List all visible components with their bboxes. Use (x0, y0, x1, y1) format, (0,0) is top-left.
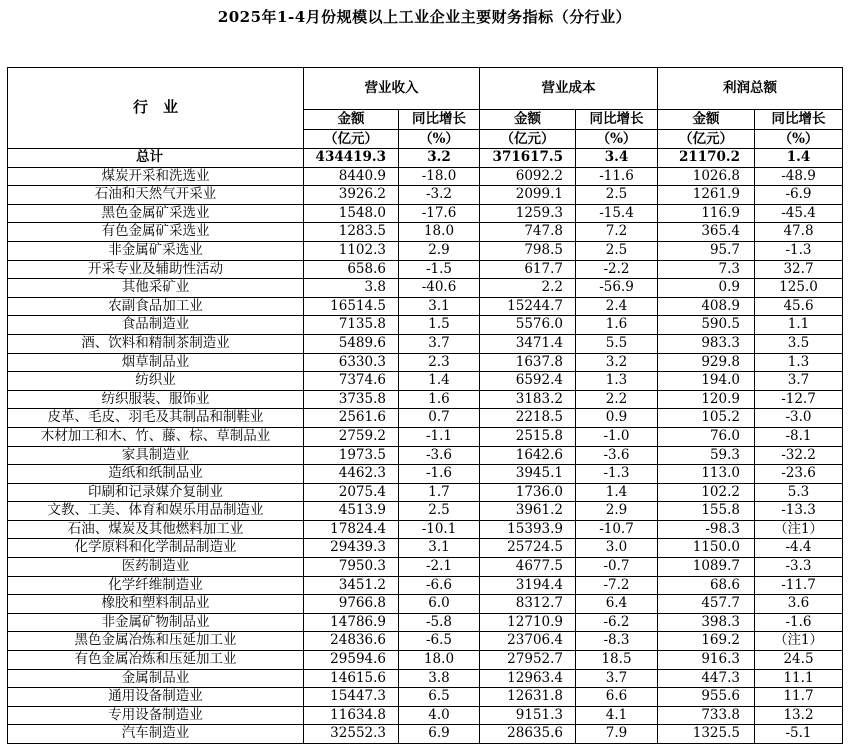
industry-name: 黑色金属冶炼和压延加工业 (8, 632, 304, 651)
profit-growth-cell: -23.6 (755, 465, 843, 484)
industry-name: 有色金属矿采选业 (8, 223, 304, 242)
cost-amount-cell: 2218.5 (480, 409, 576, 428)
profit-amount-cell: 105.2 (658, 409, 755, 428)
revenue-amount-cell: 17824.4 (304, 520, 399, 539)
revenue-growth-cell: -40.6 (399, 279, 480, 298)
industry-name: 木材加工和木、竹、藤、棕、草制品业 (8, 427, 304, 446)
profit-amount-cell: 916.3 (658, 651, 755, 670)
revenue-growth-cell: 2.3 (399, 353, 480, 372)
cost-growth-cell: -6.2 (576, 613, 658, 632)
revenue-growth-cell: 6.0 (399, 595, 480, 614)
cost-amount-cell: 8312.7 (480, 595, 576, 614)
profit-amount-cell: 1261.9 (658, 186, 755, 205)
industry-name: 黑色金属矿采选业 (8, 204, 304, 223)
revenue-amount-cell: 1283.5 (304, 223, 399, 242)
revenue-growth-cell: 3.1 (399, 297, 480, 316)
profit-growth-cell: 11.1 (755, 669, 843, 688)
cost-growth-cell: 2.2 (576, 390, 658, 409)
revenue-growth-cell: -6.5 (399, 632, 480, 651)
cost-amount-cell: 23706.4 (480, 632, 576, 651)
industry-name: 农副食品加工业 (8, 297, 304, 316)
table-row (8, 241, 843, 260)
cost-amount-unit: （亿元） (480, 130, 576, 149)
profit-growth-cell: -11.7 (755, 576, 843, 595)
cost-growth-cell: 2.5 (576, 241, 658, 260)
industry-name: 造纸和纸制品业 (8, 465, 304, 484)
table-row (8, 595, 843, 614)
cost-growth-cell: -3.6 (576, 446, 658, 465)
industry-name: 酒、饮料和精制茶制造业 (8, 334, 304, 353)
profit-amount-cell: 1089.7 (658, 558, 755, 577)
profit-growth-cell: 32.7 (755, 260, 843, 279)
table-row (8, 706, 843, 725)
revenue-growth-unit: （%） (399, 130, 480, 149)
profit-growth-cell: 5.3 (755, 483, 843, 502)
industry-name: 其他采矿业 (8, 279, 304, 298)
industry-name: 印刷和记录媒介复制业 (8, 483, 304, 502)
revenue-amount-unit: （亿元） (304, 130, 399, 149)
profit-growth-cell: -45.4 (755, 204, 843, 223)
cost-growth-cell: -2.2 (576, 260, 658, 279)
profit-growth-cell: （注1） (755, 632, 843, 651)
cost-amount-cell: 4677.5 (480, 558, 576, 577)
profit-growth-cell: 24.5 (755, 651, 843, 670)
table-row (8, 539, 843, 558)
profit-amount-cell: 155.8 (658, 502, 755, 521)
revenue-growth-cell: 3.2 (399, 149, 480, 168)
profit-amount-cell: 95.7 (658, 241, 755, 260)
table-row (8, 446, 843, 465)
table-row (8, 465, 843, 484)
cost-growth-cell: 18.5 (576, 651, 658, 670)
profit-amount-cell: 929.8 (658, 353, 755, 372)
profit-amount-cell: 7.3 (658, 260, 755, 279)
revenue-amount-cell: 1548.0 (304, 204, 399, 223)
profit-amount-cell: 194.0 (658, 372, 755, 391)
cost-growth-cell: -11.6 (576, 167, 658, 186)
table-row (8, 576, 843, 595)
revenue-amount-cell: 4462.3 (304, 465, 399, 484)
cost-amount-cell: 15244.7 (480, 297, 576, 316)
revenue-amount-cell: 1102.3 (304, 241, 399, 260)
cost-amount-cell: 28635.6 (480, 725, 576, 744)
profit-growth-cell: 45.6 (755, 297, 843, 316)
cost-amount-cell: 747.8 (480, 223, 576, 242)
revenue-amount-cell: 24836.6 (304, 632, 399, 651)
revenue-growth-cell: 6.5 (399, 688, 480, 707)
cost-amount-cell: 3194.4 (480, 576, 576, 595)
revenue-growth-cell: 18.0 (399, 651, 480, 670)
revenue-growth-cell: 4.0 (399, 706, 480, 725)
cost-growth-header: 同比增长 (576, 110, 658, 130)
profit-amount-cell: 68.6 (658, 576, 755, 595)
revenue-amount-cell: 29594.6 (304, 651, 399, 670)
cost-amount-cell: 1736.0 (480, 483, 576, 502)
revenue-amount-cell: 16514.5 (304, 297, 399, 316)
table-row (8, 613, 843, 632)
profit-growth-unit: （%） (755, 130, 843, 149)
table-row (8, 502, 843, 521)
profit-growth-header: 同比增长 (755, 110, 843, 130)
industry-name: 医药制造业 (8, 558, 304, 577)
profit-growth-cell: （注1） (755, 520, 843, 539)
total-row (8, 149, 843, 168)
revenue-amount-cell: 7374.6 (304, 372, 399, 391)
cost-growth-cell: 1.6 (576, 316, 658, 335)
cost-amount-cell: 12710.9 (480, 613, 576, 632)
revenue-growth-cell: 2.9 (399, 241, 480, 260)
table-row (8, 279, 843, 298)
revenue-growth-cell: -6.6 (399, 576, 480, 595)
profit-amount-header: 金额 (658, 110, 755, 130)
revenue-growth-cell: -1.6 (399, 465, 480, 484)
revenue-growth-cell: -2.1 (399, 558, 480, 577)
cost-amount-cell: 1259.3 (480, 204, 576, 223)
cost-growth-cell: -0.7 (576, 558, 658, 577)
cost-amount-cell: 2099.1 (480, 186, 576, 205)
industry-name: 有色金属冶炼和压延加工业 (8, 651, 304, 670)
cost-amount-cell: 798.5 (480, 241, 576, 260)
revenue-growth-cell: 3.7 (399, 334, 480, 353)
cost-amount-cell: 3961.2 (480, 502, 576, 521)
cost-amount-cell: 6592.4 (480, 372, 576, 391)
profit-growth-cell: -4.4 (755, 539, 843, 558)
cost-amount-cell: 12631.8 (480, 688, 576, 707)
profit-growth-cell: -1.3 (755, 241, 843, 260)
revenue-amount-header: 金额 (304, 110, 399, 130)
cost-amount-cell: 3945.1 (480, 465, 576, 484)
revenue-amount-cell: 32552.3 (304, 725, 399, 744)
profit-amount-cell: 955.6 (658, 688, 755, 707)
cost-amount-cell: 3183.2 (480, 390, 576, 409)
industry-name: 金属制品业 (8, 669, 304, 688)
industry-name: 煤炭开采和洗选业 (8, 167, 304, 186)
table-row (8, 669, 843, 688)
revenue-amount-cell: 3735.8 (304, 390, 399, 409)
revenue-amount-cell: 2075.4 (304, 483, 399, 502)
table-row (8, 651, 843, 670)
table-row (8, 186, 843, 205)
revenue-growth-cell: -17.6 (399, 204, 480, 223)
cost-amount-cell: 6092.2 (480, 167, 576, 186)
revenue-amount-cell: 9766.8 (304, 595, 399, 614)
revenue-growth-cell: 0.7 (399, 409, 480, 428)
financial-indicators-table (7, 67, 843, 744)
cost-growth-cell: 6.6 (576, 688, 658, 707)
revenue-amount-cell: 3926.2 (304, 186, 399, 205)
industry-name: 家具制造业 (8, 446, 304, 465)
profit-growth-cell: -1.6 (755, 613, 843, 632)
revenue-growth-cell: -10.1 (399, 520, 480, 539)
cost-growth-cell: 1.3 (576, 372, 658, 391)
profit-header: 利润总额 (658, 68, 843, 110)
table-row (8, 297, 843, 316)
revenue-amount-cell: 5489.6 (304, 334, 399, 353)
revenue-amount-cell: 6330.3 (304, 353, 399, 372)
profit-growth-cell: 3.7 (755, 372, 843, 391)
cost-growth-cell: 3.2 (576, 353, 658, 372)
profit-growth-cell: -5.1 (755, 725, 843, 744)
revenue-growth-header: 同比增长 (399, 110, 480, 130)
profit-amount-cell: 76.0 (658, 427, 755, 446)
table-row (8, 372, 843, 391)
table-row (8, 204, 843, 223)
revenue-amount-cell: 3451.2 (304, 576, 399, 595)
cost-amount-cell: 2515.8 (480, 427, 576, 446)
table-row (8, 316, 843, 335)
cost-amount-cell: 3471.4 (480, 334, 576, 353)
profit-amount-cell: 447.3 (658, 669, 755, 688)
industry-name: 食品制造业 (8, 316, 304, 335)
profit-growth-cell: 125.0 (755, 279, 843, 298)
revenue-amount-cell: 29439.3 (304, 539, 399, 558)
cost-amount-cell: 5576.0 (480, 316, 576, 335)
revenue-amount-cell: 14615.6 (304, 669, 399, 688)
revenue-growth-cell: 3.8 (399, 669, 480, 688)
profit-amount-cell: 408.9 (658, 297, 755, 316)
revenue-growth-cell: 1.4 (399, 372, 480, 391)
profit-amount-cell: 365.4 (658, 223, 755, 242)
profit-amount-cell: 169.2 (658, 632, 755, 651)
profit-amount-cell: 733.8 (658, 706, 755, 725)
profit-growth-cell: 11.7 (755, 688, 843, 707)
cost-amount-cell: 2.2 (480, 279, 576, 298)
revenue-amount-cell: 1973.5 (304, 446, 399, 465)
profit-growth-cell: 1.3 (755, 353, 843, 372)
industry-name: 非金属矿物制品业 (8, 613, 304, 632)
revenue-header: 营业收入 (304, 68, 480, 110)
profit-growth-cell: -3.3 (755, 558, 843, 577)
cost-growth-cell: 2.9 (576, 502, 658, 521)
profit-growth-cell: 1.1 (755, 316, 843, 335)
revenue-amount-cell: 3.8 (304, 279, 399, 298)
revenue-growth-cell: -5.8 (399, 613, 480, 632)
revenue-amount-cell: 14786.9 (304, 613, 399, 632)
revenue-amount-cell: 2759.2 (304, 427, 399, 446)
revenue-amount-cell: 8440.9 (304, 167, 399, 186)
table-body (8, 149, 843, 744)
industry-name: 非金属矿采选业 (8, 241, 304, 260)
profit-growth-cell: -3.0 (755, 409, 843, 428)
revenue-amount-cell: 11634.8 (304, 706, 399, 725)
industry-name: 文教、工美、体育和娱乐用品制造业 (8, 502, 304, 521)
industry-name: 汽车制造业 (8, 725, 304, 744)
profit-growth-cell: 47.8 (755, 223, 843, 242)
revenue-growth-cell: -3.2 (399, 186, 480, 205)
profit-growth-cell: -6.9 (755, 186, 843, 205)
profit-amount-cell: 1026.8 (658, 167, 755, 186)
profit-growth-cell: -32.2 (755, 446, 843, 465)
profit-amount-cell: 398.3 (658, 613, 755, 632)
industry-name: 通用设备制造业 (8, 688, 304, 707)
cost-growth-cell: -10.7 (576, 520, 658, 539)
profit-amount-cell: 102.2 (658, 483, 755, 502)
table-row (8, 483, 843, 502)
profit-growth-cell: 3.6 (755, 595, 843, 614)
industry-name: 专用设备制造业 (8, 706, 304, 725)
profit-amount-cell: 0.9 (658, 279, 755, 298)
profit-growth-cell: 1.4 (755, 149, 843, 168)
industry-name: 开采专业及辅助性活动 (8, 260, 304, 279)
table-row (8, 632, 843, 651)
profit-amount-cell: 21170.2 (658, 149, 755, 168)
revenue-growth-cell: 3.1 (399, 539, 480, 558)
cost-growth-cell: 5.5 (576, 334, 658, 353)
profit-amount-cell: 983.3 (658, 334, 755, 353)
cost-growth-cell: 2.4 (576, 297, 658, 316)
revenue-growth-cell: 6.9 (399, 725, 480, 744)
cost-growth-cell: 2.5 (576, 186, 658, 205)
industry-name: 石油和天然气开采业 (8, 186, 304, 205)
cost-growth-cell: -7.2 (576, 576, 658, 595)
cost-header: 营业成本 (480, 68, 658, 110)
table-row (8, 520, 843, 539)
profit-amount-cell: 113.0 (658, 465, 755, 484)
industry-header: 行 业 (8, 68, 304, 149)
table-row (8, 688, 843, 707)
revenue-amount-cell: 2561.6 (304, 409, 399, 428)
cost-growth-cell: -1.3 (576, 465, 658, 484)
revenue-amount-cell: 7135.8 (304, 316, 399, 335)
table-row (8, 260, 843, 279)
profit-amount-cell: 1325.5 (658, 725, 755, 744)
industry-name: 橡胶和塑料制品业 (8, 595, 304, 614)
table-row (8, 427, 843, 446)
revenue-growth-cell: 1.7 (399, 483, 480, 502)
revenue-amount-cell: 15447.3 (304, 688, 399, 707)
industry-name: 化学原料和化学制品制造业 (8, 539, 304, 558)
profit-growth-cell: -8.1 (755, 427, 843, 446)
revenue-amount-cell: 4513.9 (304, 502, 399, 521)
profit-amount-cell: 1150.0 (658, 539, 755, 558)
table-row (8, 167, 843, 186)
profit-amount-cell: 590.5 (658, 316, 755, 335)
cost-growth-unit: （%） (576, 130, 658, 149)
cost-growth-cell: 3.0 (576, 539, 658, 558)
cost-amount-cell: 9151.3 (480, 706, 576, 725)
cost-growth-cell: 7.9 (576, 725, 658, 744)
cost-growth-cell: -15.4 (576, 204, 658, 223)
profit-growth-cell: 3.5 (755, 334, 843, 353)
table-row (8, 353, 843, 372)
revenue-growth-cell: -3.6 (399, 446, 480, 465)
cost-amount-cell: 617.7 (480, 260, 576, 279)
profit-amount-cell: -98.3 (658, 520, 755, 539)
revenue-growth-cell: -1.1 (399, 427, 480, 446)
revenue-amount-cell: 7950.3 (304, 558, 399, 577)
cost-amount-cell: 1642.6 (480, 446, 576, 465)
profit-amount-cell: 116.9 (658, 204, 755, 223)
industry-name: 化学纤维制造业 (8, 576, 304, 595)
industry-name: 皮革、毛皮、羽毛及其制品和制鞋业 (8, 409, 304, 428)
cost-amount-cell: 15393.9 (480, 520, 576, 539)
cost-growth-cell: -1.0 (576, 427, 658, 446)
cost-growth-cell: 4.1 (576, 706, 658, 725)
profit-growth-cell: 13.2 (755, 706, 843, 725)
cost-amount-cell: 12963.4 (480, 669, 576, 688)
table-row (8, 223, 843, 242)
profit-amount-unit: （亿元） (658, 130, 755, 149)
cost-amount-cell: 25724.5 (480, 539, 576, 558)
table-row (8, 725, 843, 744)
revenue-growth-cell: 1.5 (399, 316, 480, 335)
profit-growth-cell: -48.9 (755, 167, 843, 186)
revenue-growth-cell: -18.0 (399, 167, 480, 186)
revenue-growth-cell: 18.0 (399, 223, 480, 242)
table-row (8, 334, 843, 353)
industry-name: 纺织业 (8, 372, 304, 391)
cost-amount-cell: 371617.5 (480, 149, 576, 168)
profit-growth-cell: -13.3 (755, 502, 843, 521)
profit-amount-cell: 59.3 (658, 446, 755, 465)
revenue-growth-cell: 1.6 (399, 390, 480, 409)
industry-name: 总计 (8, 149, 304, 168)
revenue-growth-cell: -1.5 (399, 260, 480, 279)
cost-growth-cell: 3.7 (576, 669, 658, 688)
revenue-amount-cell: 658.6 (304, 260, 399, 279)
table-row (8, 390, 843, 409)
profit-amount-cell: 457.7 (658, 595, 755, 614)
industry-name: 烟草制品业 (8, 353, 304, 372)
profit-amount-cell: 120.9 (658, 390, 755, 409)
cost-growth-cell: 7.2 (576, 223, 658, 242)
industry-name: 纺织服装、服饰业 (8, 390, 304, 409)
revenue-growth-cell: 2.5 (399, 502, 480, 521)
cost-growth-cell: -8.3 (576, 632, 658, 651)
cost-amount-header: 金额 (480, 110, 576, 130)
cost-growth-cell: 3.4 (576, 149, 658, 168)
table-row (8, 409, 843, 428)
cost-growth-cell: 0.9 (576, 409, 658, 428)
cost-growth-cell: 6.4 (576, 595, 658, 614)
profit-growth-cell: -12.7 (755, 390, 843, 409)
cost-amount-cell: 1637.8 (480, 353, 576, 372)
revenue-amount-cell: 434419.3 (304, 149, 399, 168)
cost-growth-cell: 1.4 (576, 483, 658, 502)
cost-growth-cell: -56.9 (576, 279, 658, 298)
page-title: 2025年1-4月份规模以上工业企业主要财务指标（分行业） (217, 8, 632, 26)
table-row (8, 558, 843, 577)
industry-name: 石油、煤炭及其他燃料加工业 (8, 520, 304, 539)
cost-amount-cell: 27952.7 (480, 651, 576, 670)
